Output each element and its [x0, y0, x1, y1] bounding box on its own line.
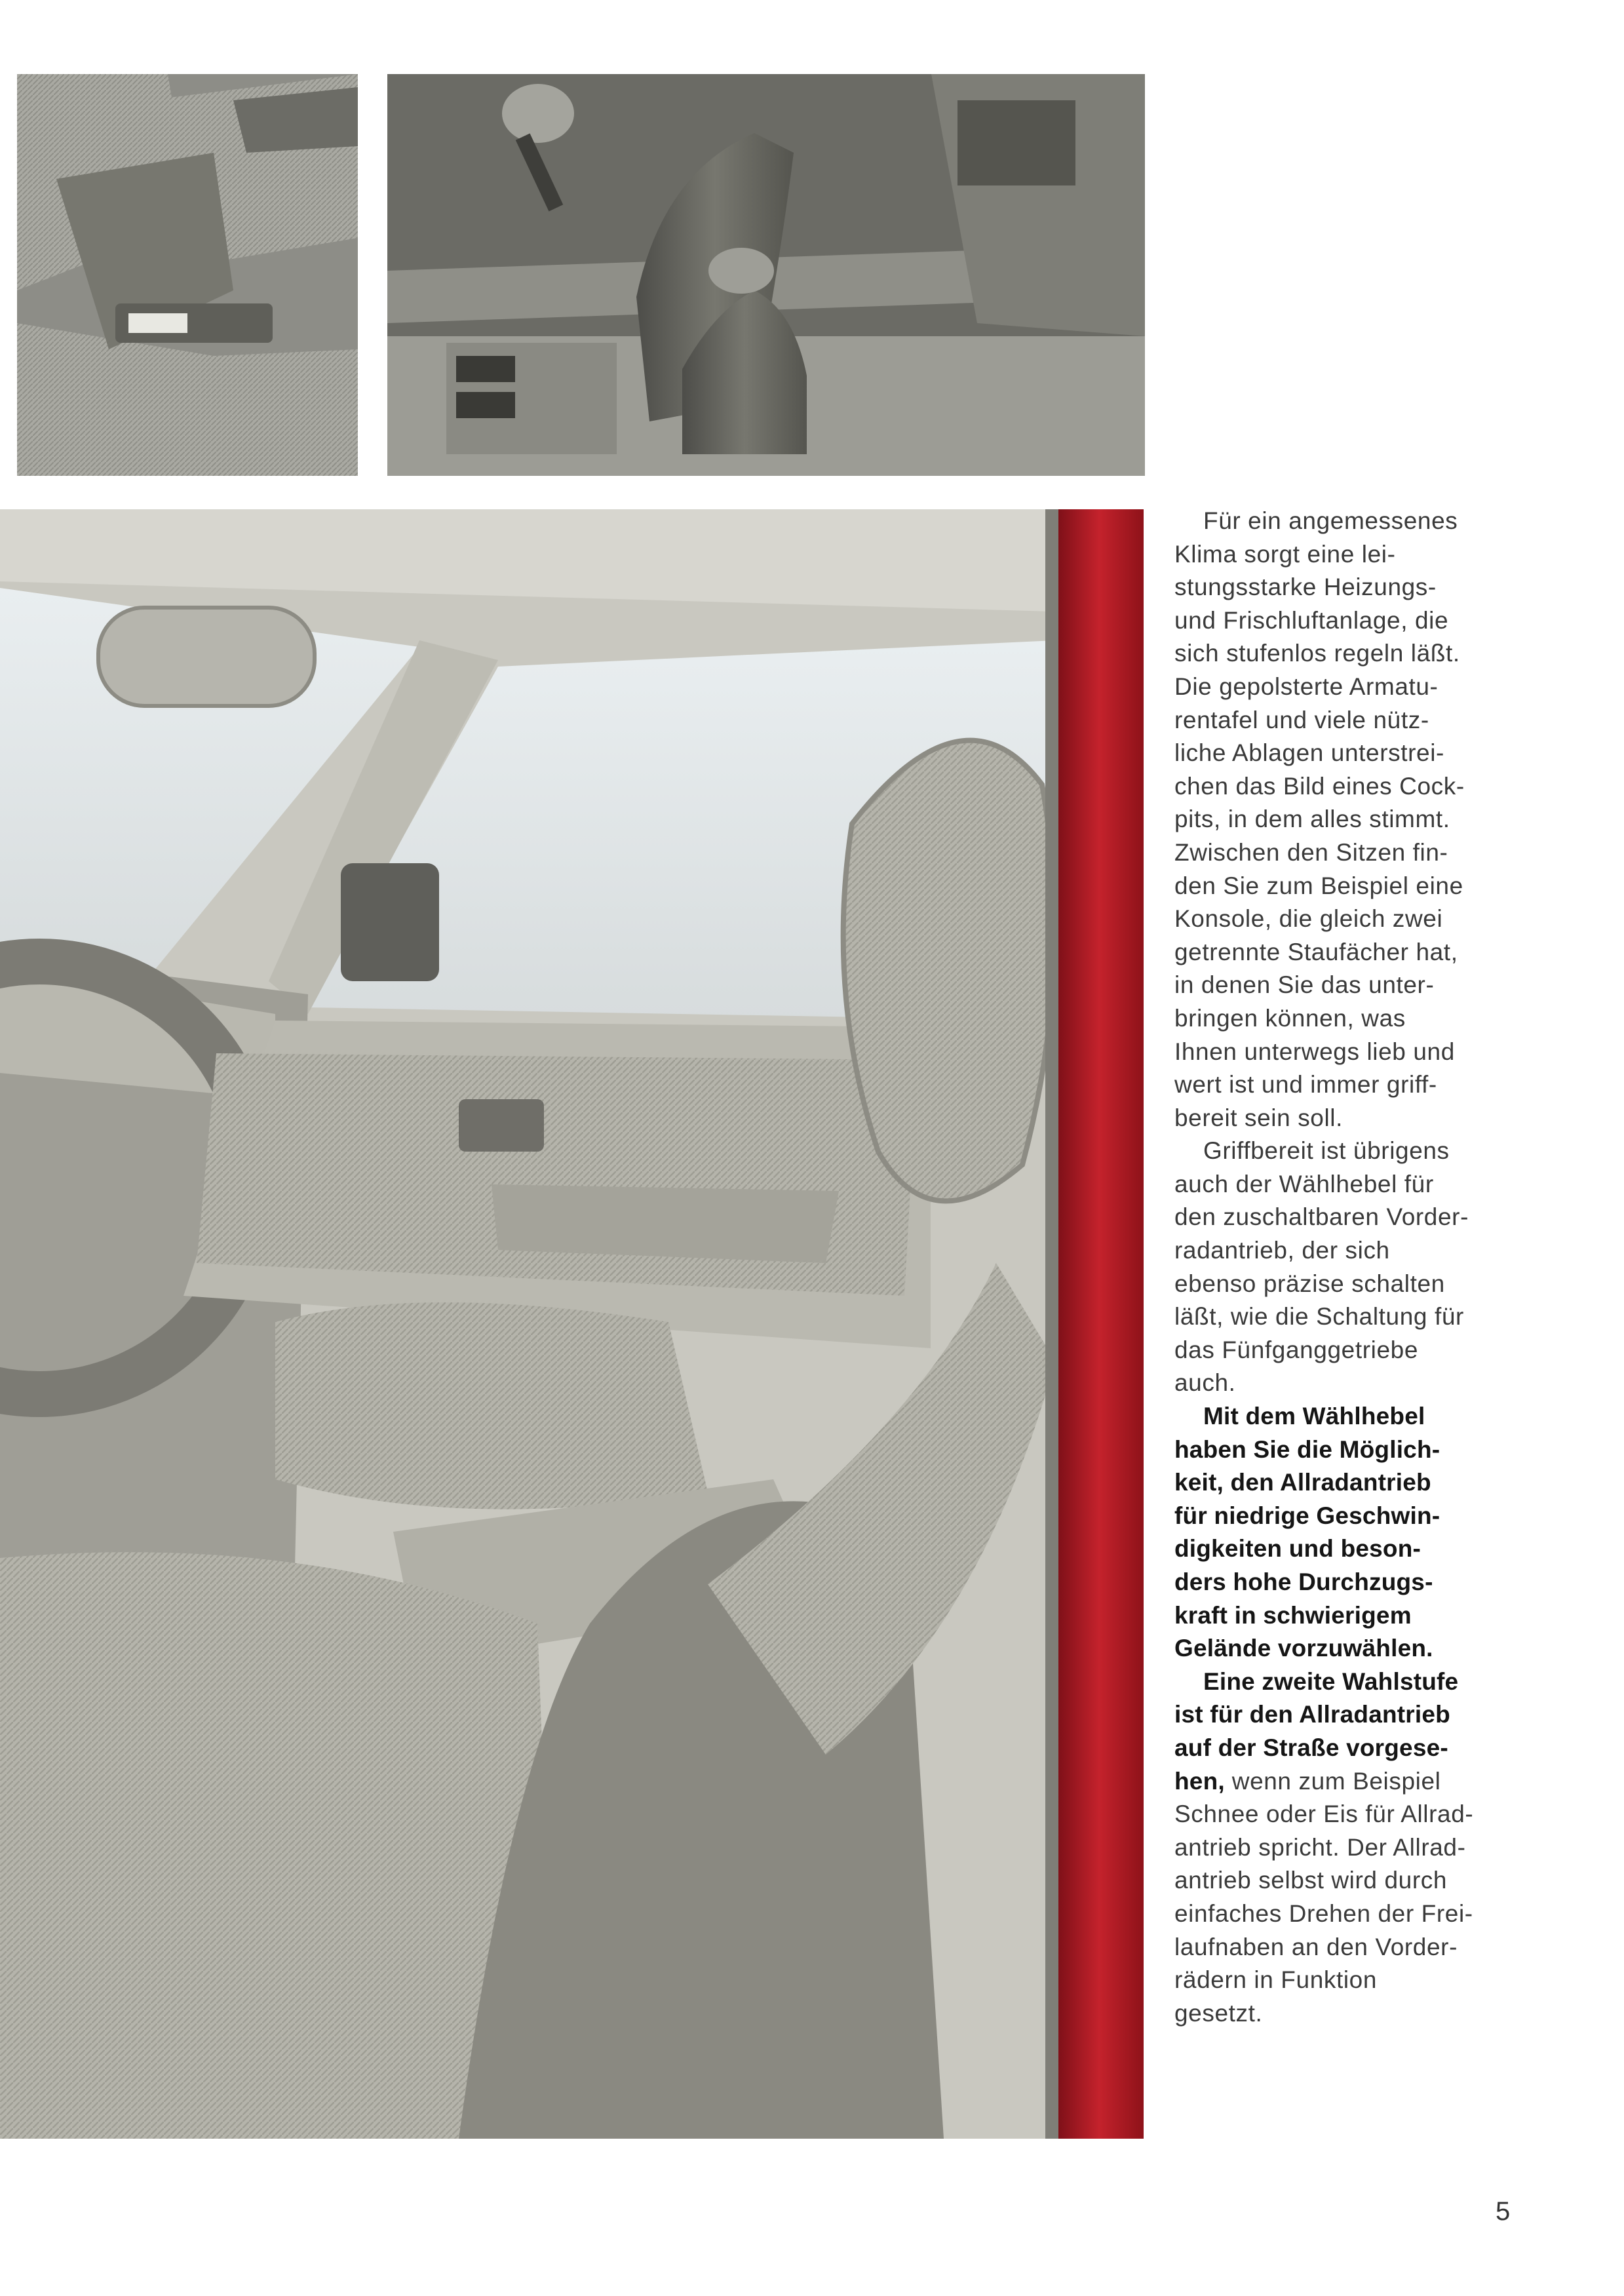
text-line-content: pits, in dem alles stimmt. — [1174, 806, 1450, 833]
text-line — [1174, 1102, 1541, 1135]
text-line — [1174, 1566, 1541, 1599]
text-line — [1174, 1433, 1541, 1467]
text-line-content: Eine zweite Wahlstufe — [1203, 1667, 1459, 1695]
text-line — [1174, 1532, 1541, 1566]
text-line — [1174, 1400, 1541, 1433]
text-line-content: rentafel und viele nütz- — [1174, 706, 1429, 733]
text-line — [1174, 737, 1541, 770]
text-line-content: Mit dem Wählhebel — [1203, 1403, 1425, 1430]
text-line — [1174, 1500, 1541, 1533]
text-line — [1174, 1698, 1541, 1732]
text-line — [1174, 1036, 1541, 1069]
text-line — [1174, 1599, 1541, 1633]
text-line — [1174, 1665, 1541, 1699]
text-line-content: den Sie zum Beispiel eine — [1174, 872, 1463, 899]
text-line — [1174, 1300, 1541, 1334]
text-line-content: getrennte Staufächer hat, — [1174, 938, 1458, 965]
text-line-content: digkeiten und beson- — [1174, 1535, 1421, 1563]
text-line-content: ist für den Allradantrieb — [1174, 1701, 1450, 1728]
text-line-content: ebenso präzise schalten — [1174, 1270, 1445, 1297]
text-line-content: in denen Sie das unter- — [1174, 971, 1435, 999]
text-line — [1174, 1268, 1541, 1301]
interior-photo-graphic — [0, 509, 1144, 2139]
text-line — [1174, 538, 1541, 572]
text-line-content: Schnee oder Eis für Allrad- — [1174, 1800, 1474, 1828]
text-line-content: einfaches Drehen der Frei- — [1174, 1899, 1473, 1927]
console-photo-graphic — [17, 74, 358, 476]
text-line-content: bereit sein soll. — [1174, 1104, 1343, 1131]
text-line — [1174, 571, 1541, 604]
text-line-content: Klima sorgt eine lei- — [1174, 540, 1396, 568]
text-line — [1174, 1997, 1541, 2031]
text-line-content: Ihnen unterwegs lieb und — [1174, 1038, 1455, 1065]
text-line-content: wert ist und immer griff- — [1174, 1071, 1437, 1099]
text-line-content: auch. — [1174, 1369, 1236, 1397]
text-line — [1174, 1831, 1541, 1865]
text-line — [1174, 1168, 1541, 1201]
text-line — [1174, 903, 1541, 936]
text-line-content: das Fünfganggetriebe — [1174, 1336, 1418, 1363]
text-line — [1174, 1931, 1541, 1964]
text-line-content: sich stufenlos regeln läßt. — [1174, 640, 1460, 667]
text-line-content: Griffbereit ist übrigens — [1203, 1137, 1450, 1165]
text-line — [1174, 870, 1541, 903]
console-photo — [17, 74, 358, 476]
text-line-content: Die gepolsterte Armatu- — [1174, 672, 1439, 700]
text-line — [1174, 505, 1541, 538]
text-line-content: stungsstarke Heizungs- — [1174, 574, 1437, 601]
text-line — [1174, 637, 1541, 671]
text-line — [1174, 803, 1541, 836]
text-line-content: antrieb spricht. Der Allrad- — [1174, 1833, 1466, 1861]
text-line-content: laufnaben an den Vorder- — [1174, 1933, 1458, 1960]
text-line — [1174, 1334, 1541, 1367]
text-line-content: für niedrige Geschwin- — [1174, 1502, 1440, 1529]
text-line-content: hen, — [1174, 1767, 1225, 1795]
text-line — [1174, 1234, 1541, 1268]
text-line — [1174, 1632, 1541, 1665]
text-line — [1174, 1864, 1541, 1897]
text-line-content: bringen können, was — [1174, 1004, 1406, 1032]
text-line-content: Zwischen den Sitzen fin- — [1174, 838, 1448, 866]
text-line-content: keit, den Allradantrieb — [1174, 1469, 1431, 1496]
text-line — [1174, 671, 1541, 704]
text-line-content: chen das Bild eines Cock- — [1174, 772, 1465, 800]
text-line-rest: wenn zum Beispiel — [1224, 1767, 1441, 1795]
text-line — [1174, 1897, 1541, 1931]
text-line — [1174, 1367, 1541, 1400]
text-line — [1174, 770, 1541, 804]
text-line — [1174, 969, 1541, 1002]
body-text — [1174, 505, 1541, 2030]
text-line — [1174, 1068, 1541, 1102]
text-line — [1174, 1798, 1541, 1831]
text-line-content: auch der Wählhebel für — [1174, 1170, 1434, 1197]
text-line-content: und Frischluftanlage, die — [1174, 606, 1449, 634]
text-line — [1174, 836, 1541, 870]
text-line-content: antrieb selbst wird durch — [1174, 1867, 1448, 1894]
text-line-content: rädern in Funktion — [1174, 1966, 1378, 1994]
text-line — [1174, 1201, 1541, 1234]
text-line — [1174, 1135, 1541, 1168]
gearshift-photo-graphic — [387, 74, 1145, 476]
text-line — [1174, 704, 1541, 737]
text-line-content: läßt, wie die Schaltung für — [1174, 1303, 1464, 1331]
text-line-content: den zuschaltbaren Vorder- — [1174, 1203, 1469, 1231]
interior-photo — [0, 509, 1144, 2139]
text-line — [1174, 1964, 1541, 1997]
text-line-content: ders hohe Durchzugs- — [1174, 1568, 1433, 1595]
text-line-content: gesetzt. — [1174, 1999, 1263, 2027]
text-line — [1174, 1765, 1541, 1799]
text-line-content: kraft in schwierigem — [1174, 1601, 1412, 1629]
gearshift-photo — [387, 74, 1145, 476]
text-line-content: liche Ablagen unterstrei- — [1174, 739, 1444, 767]
text-line — [1174, 1002, 1541, 1036]
text-line-content: radantrieb, der sich — [1174, 1237, 1390, 1264]
page-number: 5 — [1496, 2197, 1511, 2226]
text-line-content: auf der Straße vorgese- — [1174, 1734, 1448, 1761]
text-line — [1174, 1732, 1541, 1765]
text-line — [1174, 1466, 1541, 1500]
text-line — [1174, 604, 1541, 638]
text-line-content: Für ein angemessenes — [1203, 507, 1458, 534]
text-line-content: haben Sie die Möglich- — [1174, 1435, 1440, 1463]
text-line-content: Gelände vorzuwählen. — [1174, 1635, 1433, 1662]
text-line-content: Konsole, die gleich zwei — [1174, 905, 1443, 933]
text-line — [1174, 936, 1541, 969]
